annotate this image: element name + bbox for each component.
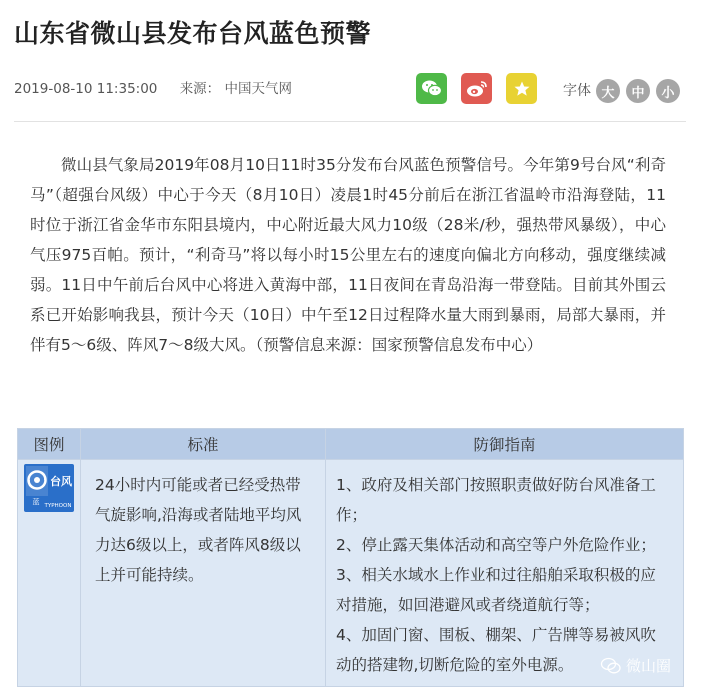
article-title: 山东省微山县发布台风蓝色预警 <box>14 19 372 48</box>
typhoon-blue-warning-icon <box>24 464 74 512</box>
header-guide: 防御指南 <box>326 429 684 460</box>
font-size-label: 字体 <box>563 83 591 99</box>
font-size-medium-button[interactable]: 中 <box>626 79 650 103</box>
article-body: 微山县气象局2019年08月10日11时35分发布台风蓝色预警信号。今年第9号台风“利奇马”（超强台风级）中心于今天（8月10日）凌晨1时45分前后在浙江省温岭市沿海登陆，11时位于浙江省金华市东阳县境内，中心附近最大风力10级（28米/秒，强热带风暴级），中心气压975百帕。预计，“利奇马”将以每小时15公里左右的速度向偏北方向移动，强度继续减弱。11日中午前后台风中心将进入黄海中部，11日夜间在青岛沿海一带登陆。目前其外围云系已开始影响我县，预计今天（10日）中午至12日过程降水量大雨到暴雨，局部大暴雨，并伴有5～6级、阵风7～8级大风。（预警信息来源：国家预警信息发布中心） <box>30 156 666 354</box>
wechat-watermark-icon <box>600 657 622 675</box>
legend-cell <box>18 460 81 687</box>
guide-item: 3、相关水域水上作业和过往船舶采取积极的应对措施，如回港避风或者绕道航行等； <box>336 566 656 614</box>
article-meta <box>14 79 310 99</box>
font-size-large-button[interactable]: 大 <box>596 79 620 103</box>
wechat-icon <box>421 79 443 98</box>
weibo-icon <box>466 79 488 98</box>
guide-item: 2、停止露天集体活动和高空等户外危险作业； <box>336 536 656 554</box>
weibo-share-button[interactable] <box>461 73 492 104</box>
guide-cell <box>326 460 684 687</box>
watermark <box>600 655 671 676</box>
standard-cell: 24小时内可能或者已经受热带气旋影响,沿海或者陆地平均风力达6级以上，或者阵风8级以上并可能持续。 <box>81 460 326 687</box>
favorite-button[interactable] <box>506 73 537 104</box>
article-source: 来源： 中国天气网 <box>179 81 292 97</box>
table-row <box>18 460 684 687</box>
font-size-small-button[interactable]: 小 <box>656 79 680 103</box>
table-header-row <box>18 429 684 460</box>
guide-item: 4、加固门窗、围板、棚架、广告牌等易被风吹动的搭建物,切断危险的室外电源。 <box>336 626 656 674</box>
typhoon-icon-title: 台风 <box>50 475 72 488</box>
guide-item: 1、政府及相关部门按照职责做好防台风准备工作； <box>336 476 656 524</box>
typhoon-icon-english: TYPHOON <box>44 503 72 509</box>
typhoon-icon-level: 蓝 <box>32 498 40 506</box>
publish-datetime: 2019-08-10 11:35:00 <box>14 81 158 97</box>
watermark-text: 微山圈 <box>626 657 672 675</box>
favorite-icon <box>513 80 531 98</box>
wechat-share-button[interactable] <box>416 73 447 104</box>
header-divider <box>14 121 686 122</box>
warning-table <box>17 428 684 687</box>
header-standard: 标准 <box>81 429 326 460</box>
header-legend: 图例 <box>18 429 81 460</box>
